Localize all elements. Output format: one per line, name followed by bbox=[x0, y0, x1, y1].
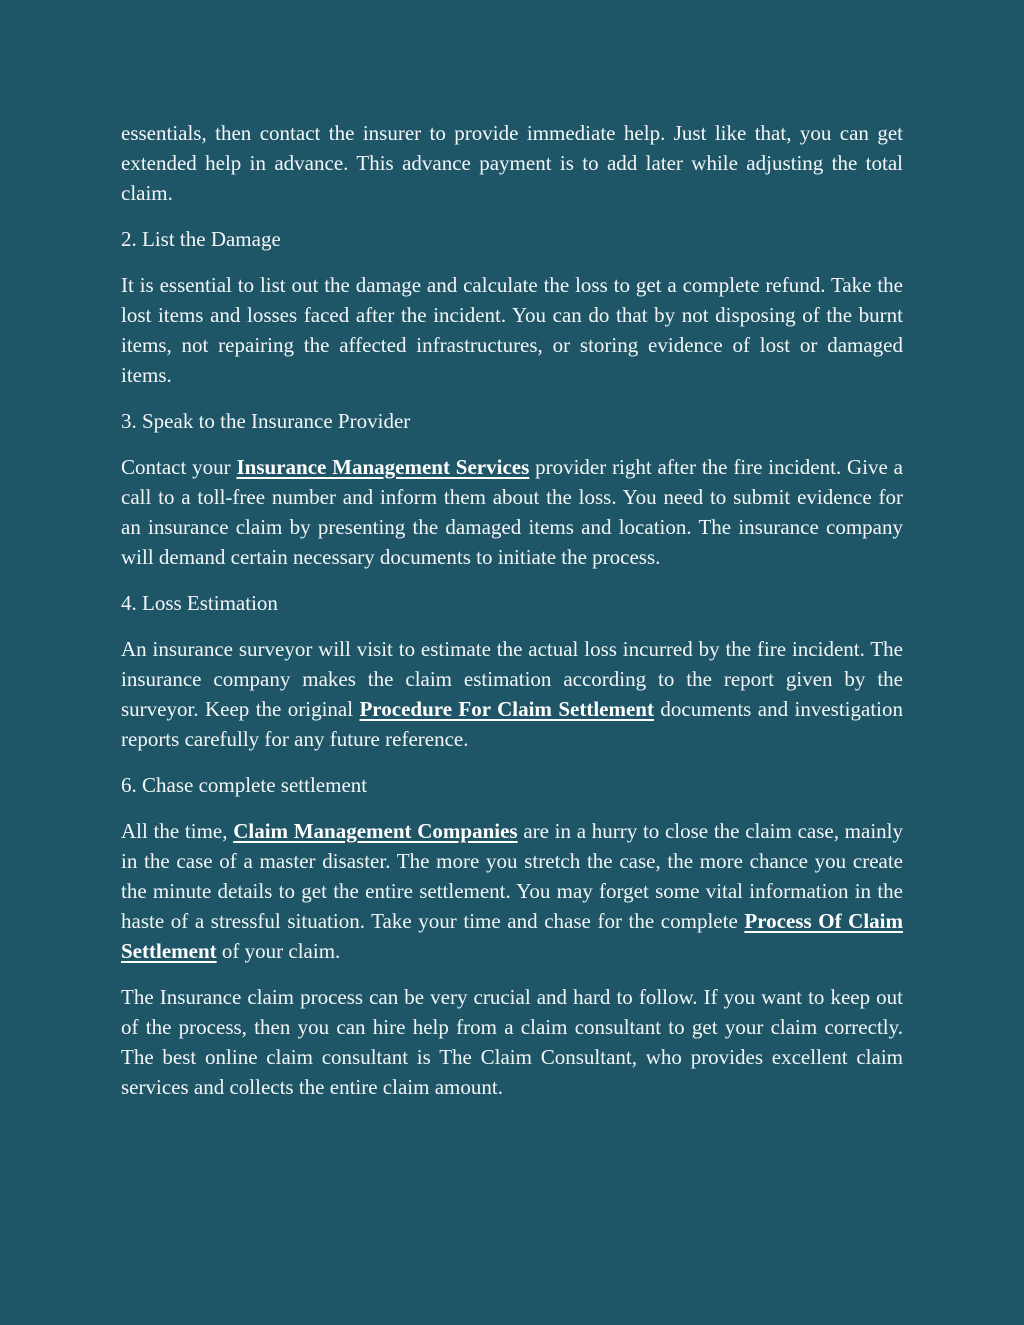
text-segment: of your claim. bbox=[216, 939, 341, 963]
text-segment: are in a hurry to close the claim case, mainly in the case of a master disaster. The more you stretch the case, the more chance you create the minute details to get the entire settlement. You may forget some vital information in the haste of a stressful situation. Take your time and chase for the complete bbox=[121, 819, 903, 933]
heading-speak-to-insurance-provider: 3. Speak to the Insurance Provider bbox=[121, 409, 411, 433]
paragraph-conclusion: The Insurance claim process can be very crucial and hard to follow. If you want to keep out of the process, then you can hire help from a claim consultant to get your claim correctly. The best online claim consultant is The Claim Consultant, who provides excellent claim services and collects the entire claim amount. bbox=[121, 985, 903, 1099]
text-segment: An insurance surveyor will visit to estimate the actual loss incurred by the fire incident. The insurance company makes the claim estimation according to the report given by the surveyor. Keep the original bbox=[121, 637, 903, 721]
heading-loss-estimation: 4. Loss Estimation bbox=[121, 591, 278, 615]
paragraph-speak-to-insurance-provider bbox=[121, 452, 903, 572]
link-insurance-management-services[interactable]: Insurance Management Services bbox=[236, 455, 530, 479]
paragraph-intro: essentials, then contact the insurer to provide immediate help. Just like that, you can get extended help in advance. This advance payment is to add later while adjusting the total claim. bbox=[121, 121, 903, 205]
text-segment: documents and investigation reports carefully for any future reference. bbox=[121, 697, 903, 751]
document-body bbox=[121, 118, 903, 1118]
link-claim-management-companies[interactable]: Claim Management Companies bbox=[233, 819, 518, 843]
paragraph-list-the-damage: It is essential to list out the damage and calculate the loss to get a complete refund. Take the lost items and losses faced after the incident. You can do that by not disposing of the burnt items, not repairing the affected infrastructures, or storing evidence of lost or damaged items. bbox=[121, 273, 903, 387]
paragraph-loss-estimation bbox=[121, 634, 903, 754]
heading-list-the-damage: 2. List the Damage bbox=[121, 227, 281, 251]
paragraph-chase-complete-settlement bbox=[121, 816, 903, 966]
heading-chase-complete-settlement: 6. Chase complete settlement bbox=[121, 773, 368, 797]
link-procedure-for-claim-settlement[interactable]: Procedure For Claim Settlement bbox=[359, 697, 654, 721]
text-segment: provider right after the fire incident. Give a call to a toll-free number and inform them about the loss. You need to submit evidence for an insurance claim by presenting the damaged items and location. The insurance company will demand certain necessary documents to initiate the process. bbox=[121, 455, 904, 569]
text-segment: All the time, bbox=[121, 819, 234, 843]
text-segment: Contact your bbox=[121, 455, 237, 479]
link-process-of-claim-settlement[interactable]: Process Of Claim Settlement bbox=[121, 909, 903, 963]
